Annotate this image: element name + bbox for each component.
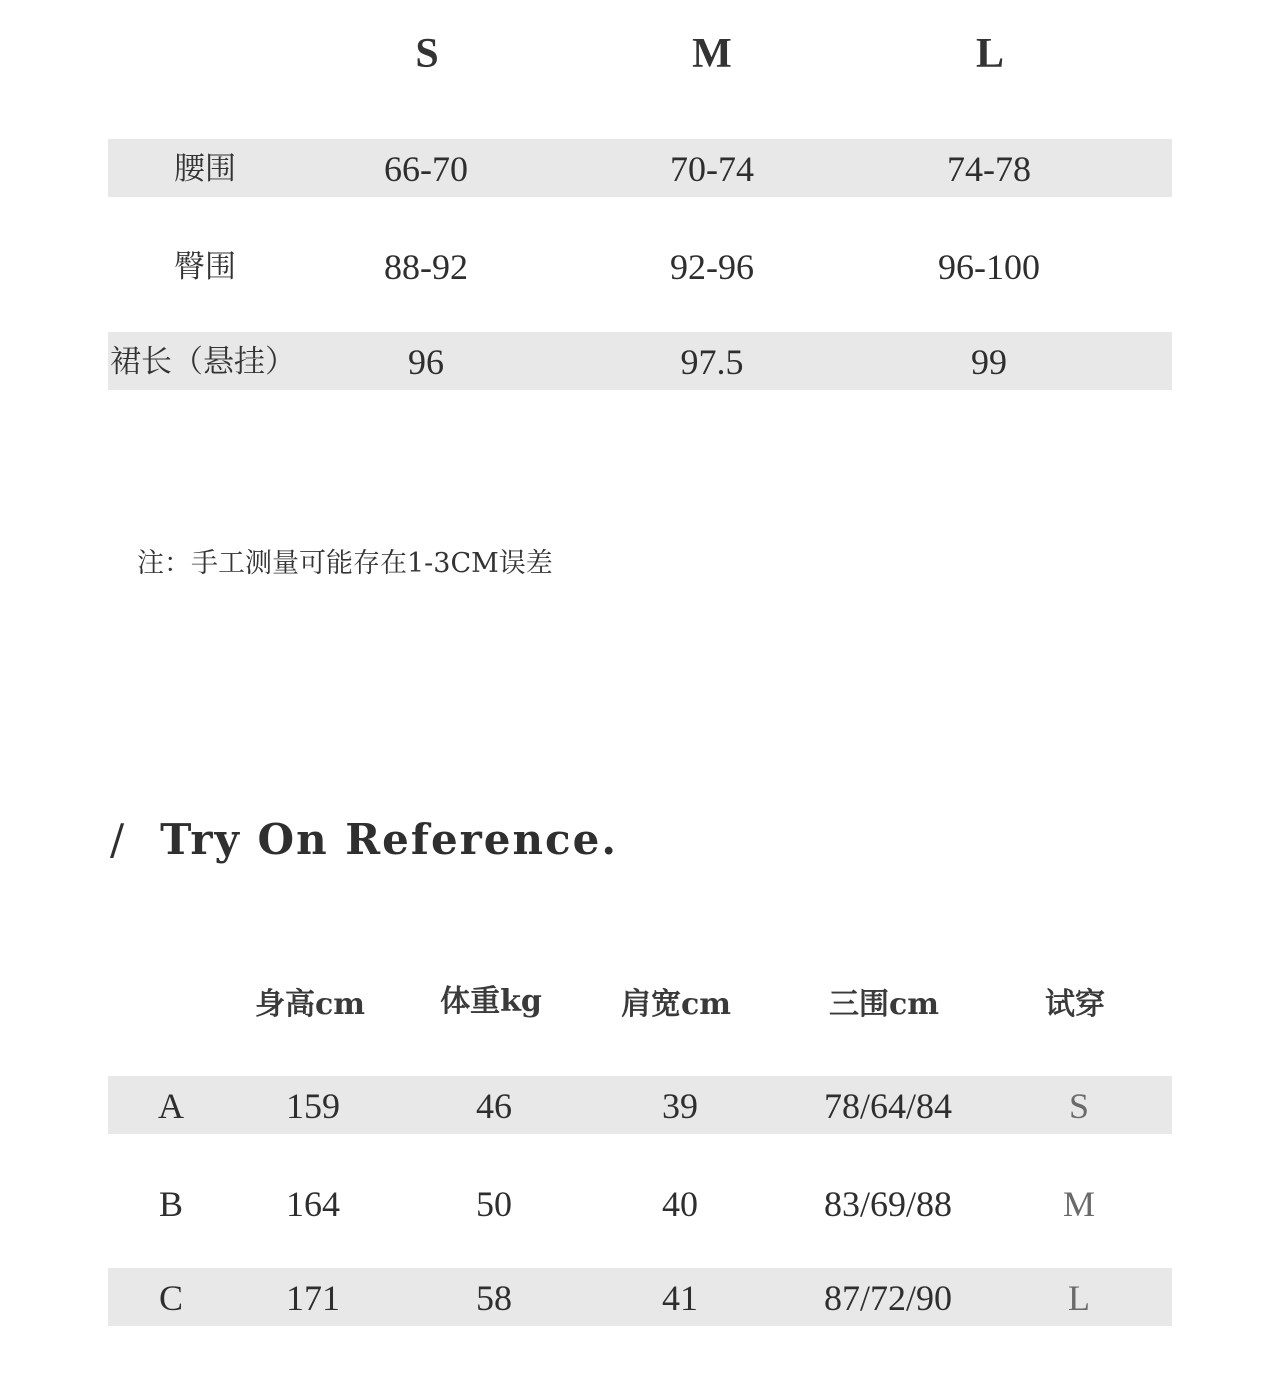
shoulder-value: 40 bbox=[662, 1184, 698, 1224]
row-label-skirt-length: 裙长（悬挂） bbox=[110, 344, 296, 380]
ref-header-size: 试穿 bbox=[1045, 987, 1105, 1022]
ref-row-band bbox=[108, 1268, 1172, 1326]
ref-header-weight: 体重kg bbox=[440, 984, 542, 1019]
tried-size: L bbox=[1068, 1278, 1090, 1318]
size-header-m: M bbox=[692, 31, 732, 77]
title-text: Try On Reference. bbox=[160, 815, 618, 864]
measurement-note: 注：手工测量可能存在1-3CM误差 bbox=[137, 548, 553, 579]
hip-m: 92-96 bbox=[670, 247, 754, 287]
height-value: 164 bbox=[286, 1184, 340, 1224]
tried-size: M bbox=[1062, 1184, 1096, 1224]
ref-header-shoulder: 肩宽cm bbox=[620, 987, 732, 1022]
section-title bbox=[110, 812, 618, 868]
waist-s: 66-70 bbox=[384, 149, 468, 189]
hip-s: 88-92 bbox=[384, 247, 468, 287]
height-value: 171 bbox=[286, 1278, 340, 1318]
measurements-value: 87/72/90 bbox=[823, 1278, 953, 1318]
ref-header-measurements: 三围cm bbox=[828, 987, 940, 1022]
hip-l: 96-100 bbox=[938, 247, 1040, 287]
size-header-l: L bbox=[975, 31, 1005, 77]
length-l: 99 bbox=[971, 342, 1007, 382]
length-m: 97.5 bbox=[680, 342, 744, 382]
row-label-hip: 臀围 bbox=[174, 249, 236, 285]
waist-l: 74-78 bbox=[947, 149, 1031, 189]
measurements-value: 83/69/88 bbox=[823, 1184, 953, 1224]
model-label: B bbox=[158, 1184, 184, 1224]
weight-value: 58 bbox=[476, 1278, 512, 1318]
size-header-s: S bbox=[415, 31, 439, 77]
height-value: 159 bbox=[286, 1086, 340, 1126]
model-label: C bbox=[158, 1278, 184, 1318]
title-slash: / bbox=[110, 815, 127, 864]
weight-value: 46 bbox=[476, 1086, 512, 1126]
shoulder-value: 39 bbox=[662, 1086, 698, 1126]
measurements-value: 78/64/84 bbox=[823, 1086, 953, 1126]
tried-size: S bbox=[1068, 1086, 1090, 1126]
shoulder-value: 41 bbox=[662, 1278, 698, 1318]
ref-row-band bbox=[108, 1076, 1172, 1134]
length-s: 96 bbox=[408, 342, 444, 382]
waist-m: 70-74 bbox=[670, 149, 754, 189]
weight-value: 50 bbox=[476, 1184, 512, 1224]
ref-header-height: 身高cm bbox=[254, 987, 366, 1022]
row-label-waist: 腰围 bbox=[174, 151, 236, 187]
model-label: A bbox=[158, 1086, 184, 1126]
